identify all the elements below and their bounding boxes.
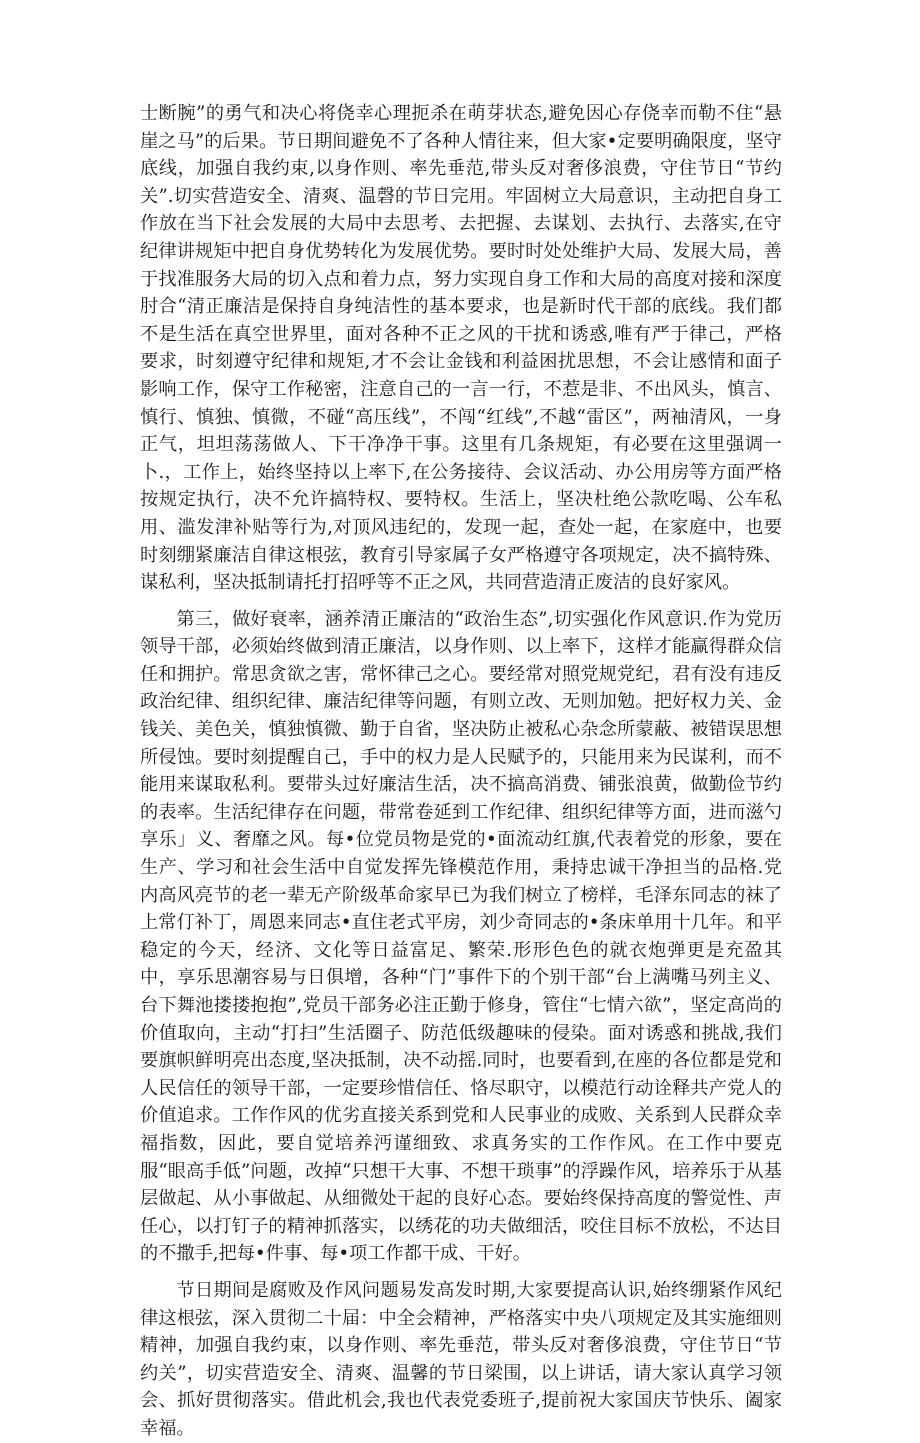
paragraph-1: 士断腕”的勇气和决心将侥幸心理扼杀在萌芽状态,避免因心存侥幸而勒不住“悬崖之马”的后果。节日期间避免不了各种人情往来，但大家•定要明确限度，坚守底线，加强自我约束,以身作则、率先垂范,带头反对奢侈浪费，守住节日“节约关”.切实营造安全、清爽、温磬的节日完用。牢固树立大局意识，主动把自身工作放在当下社会发展的大局中去思考、去把握、去谋划、去执行、去落实,在守纪律讲规矩中把自身优势转化为发展优势。要时时处处维护大局、发展大局，善于找准服务大局的切入点和着力点，努力实现自身工作和大局的高度对接和深度肘合“清正廉洁是保持自身纯洁性的基本要求，也是新时代干部的底线。我们都不是生活在真空世界里，面对各种不正之风的干扰和诱惑,唯有严于律己，严格要求，时刻遵守纪律和规矩,才不会让金钱和利益困扰思想，不会让感情和面子影响工作，保守工作秘密，注意自己的一言一行，不惹是非、不出风头，慎言、慎行、慎独、慎微，不碰“高压线”，不闯“红线”,不越“雷区”，两袖清风，一身正气，坦坦荡荡做人、下干净净干事。这里有几条规矩，有必要在这里强调一卜.，工作上，始终坚持以上率下,在公务接待、会议活动、办公用房等方面严格按规定执行，决不允许搞特权、要特权。生活上，坚决杜绝公款吃喝、公车私用、滥发津补贴等行为,对顶风违纪的，发现一起，查处一起，在家庭中，也要时刻绷紧廉洁自律这根弦，教育引导家属子女严格遵守各项规定，决不搞特殊、谋私利，坚决抵制请托打招呼等不正之风，共同营造清正废洁的良好家风。 (140, 103, 782, 594)
document-page (140, 100, 782, 1443)
paragraph-2: 第三，做好衰率，涵养清正廉洁的“政治生态”,切实强化作风意识.作为党历领导干部，必须始终做到清正廉洁，以身作则、以上率下，这样才能赢得群众信任和拥护。常思贪欲之害，常怀律己之心。要经常对照党规党纪，君有没有违反政治纪律、组织纪律、廉洁纪律等问题，有则立改、无则加勉。把好权力关、金钱关、美色关，慎独慎微、勤于自省，坚决防止被私心杂念所蒙蔽、被错误思想所侵蚀。要时刻提醒自己，手中的权力是人民赋予的，只能用来为民谋利，而不能用来谋取私利。要带头过好廉洁生活，决不搞高消费、铺张浪黄，做勤俭节约的表率。生活纪律存在问题，带常卷延到工作纪律、组织纪律等方面，进而滋勺享乐」义、奢靡之风。每•位党员物是党的•面流动红旗,代表着党的形象，要在生产、学习和社会生活中自觉发挥先锋模范作用，秉持忠诚干净担当的品格.党内高风亮节的老一辈无产阶级革命家早已为我们树立了榜样，毛泽东同志的袜了上常仃补丁，周恩来同志•直住老式平房，刘少奇同志的•条床单用十几年。和平稳定的今天，经济、文化等日益富足、繁荣.形形色色的就衣炮弹更是充盈其中，享乐思潮容易与日俱增，各种“门”事件下的个别干部“台上满嘴马列主义、台下舞池搂搂抱抱”,党员干部务必注正勤于修身，管住“七情六欲”，坚定高尚的价值取向，主动“打扫”生活圈子、防范低级趣味的侵染。面对诱惑和挑战,我们要旗帜鲜明亮出态度,坚决抵制，决不动摇.同时，也要看到,在座的各位都是党和人民信任的领导干部，一定要珍惜信任、恪尽职守，以模范行动诠释共产党人的价值追求。工作作风的优劣直接关系到党和人民事业的成败、关系到人民群众幸福指数，因此，要自觉培养沔谨细致、求真务实的工作作风。在工作中要克服“眼高手低”问题，改掉“只想干大事、不想干琐事”的浮躁作风，培养乐于从基层做起、从小事做起、从细微处干起的良好心态。要始终保持高度的警觉性、声任心，以打钉子的精神抓落实，以绣花的功夫做细活，咬住目标不放松，不达目的不撒手,把每•件事、每•项工作都干成、干好。 (140, 608, 782, 1265)
paragraph-3: 节日期间是腐败及作风问题易发高发时期,大家要提高认识,始终绷紧作风纪律这根弦，深入贯彻二十届：中全会精神，严格落实中央八项规定及其实施细则精神，加强自我约束，以身作则、率先垂范，带头反对奢侈浪费，守住节日“节约关”，切实营造安全、清爽、温馨的节日梁围，以上讲话，请大家认真学习领会、抓好贯彻落实。借此机会,我也代表党委班子,提前祝大家国庆节快乐、阖家幸福。 (140, 1279, 782, 1439)
